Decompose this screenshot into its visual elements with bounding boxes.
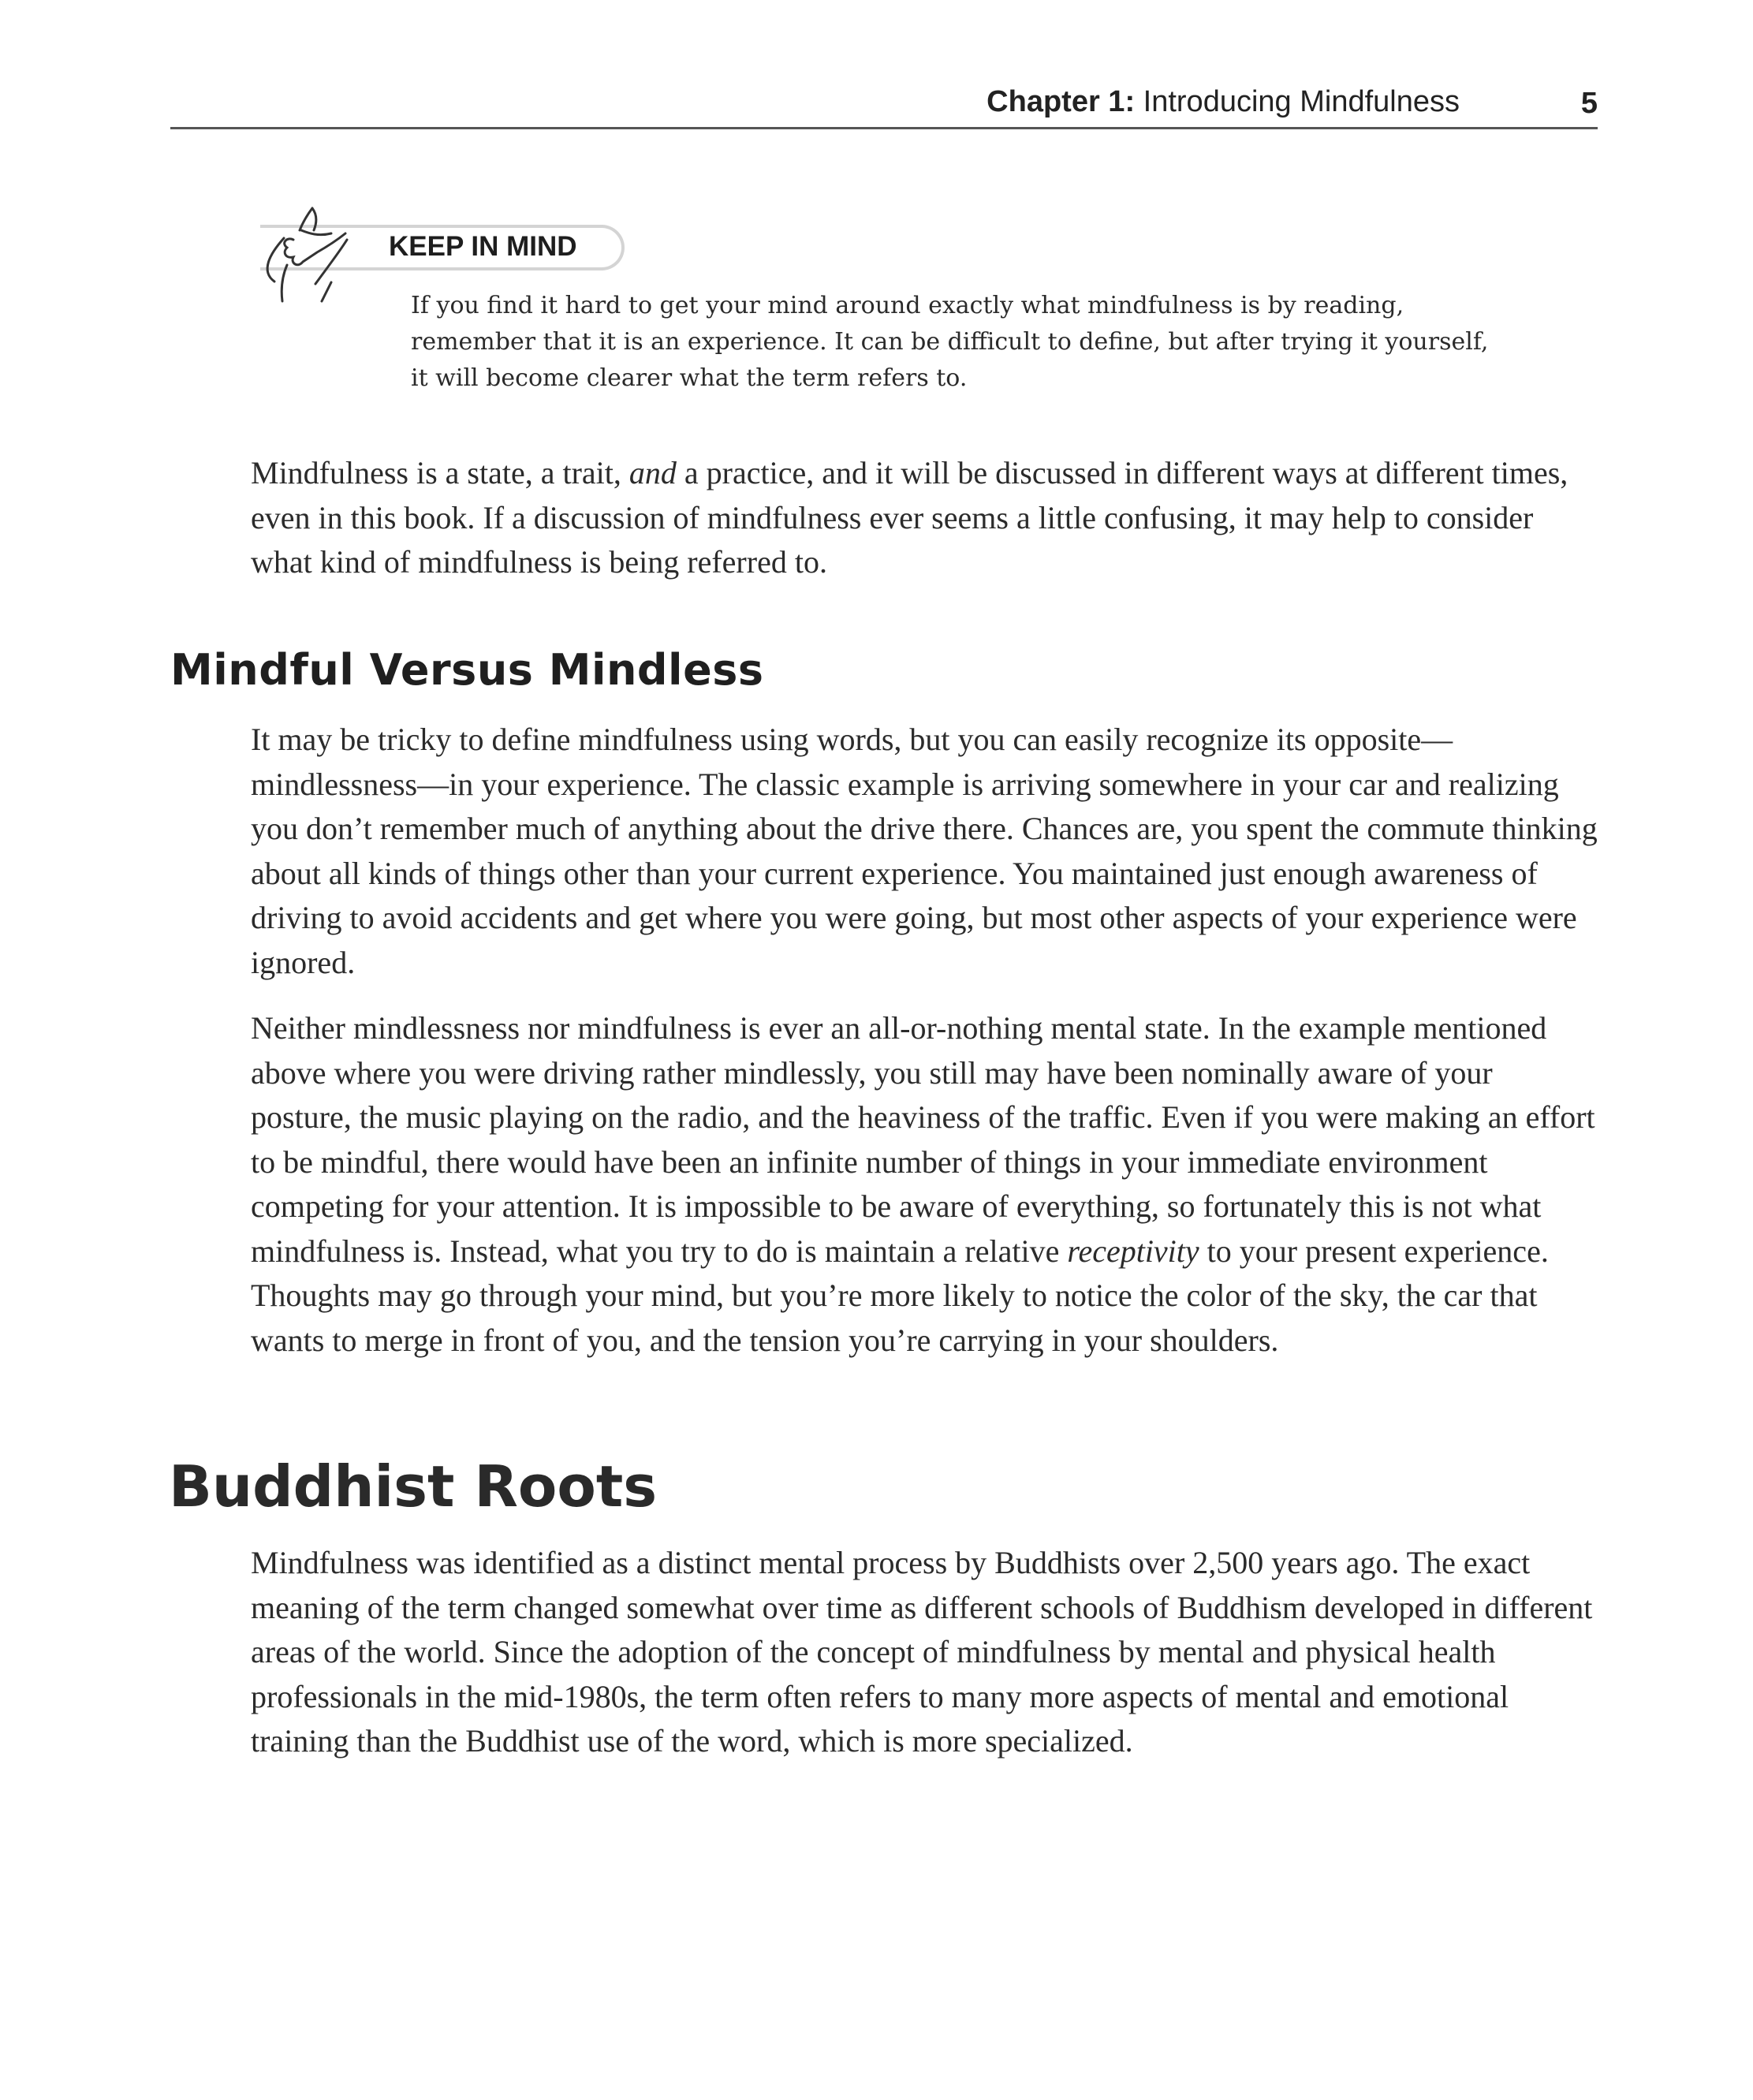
mindful-paragraph-1: It may be tricky to define mindfulness using words, but you can easily recognize its opposite—mindlessness—in your experience. The classic example is arriving somewhere in your car and realizing you don’t remember much of anything about the drive there. Chances are, you spent the commute thinking about all kinds of things other than your current experience. You maintained just enough awareness of driving to avoid accidents and get where you were going, but most other aspects of your experience were ignored. [251,722,1598,980]
intro-emphasis: and [628,455,677,490]
callout-label: KEEP IN MIND [389,231,577,262]
header-title [987,85,1460,119]
mindful-paragraph-2-start: Neither mindlessness nor mindfulness is ever an all-or-nothing mental state. In the example mentioned above where you were driving rather mindlessly, you still may have been nominally aware of your posture, the music playing on the radio, and the heaviness of the traffic. Even if you were making an effort to be mindful, there would have been an infinite number of things in your immediate environment competing for your attention. It is impossible to be aware of everything, so fortunately this is not what mindfulness is. Instead, what you try to do is maintain a relative [251,1010,1595,1269]
intro-text-end: a practice, and it will be discussed in different ways at different times, even in this book. If a discussion of mindfulness ever seems a little confusing, it may help to consider what kind of mindfulness is being referred to. [251,455,1568,580]
running-header [170,79,1598,134]
header-chapter-title: Introducing Mindfulness [1143,85,1460,118]
header-chapter: Chapter 1: [987,85,1136,118]
buddhist-paragraph-1: Mindfulness was identified as a distinct mental process by Buddhists over 2,500 years ago. The exact meaning of the term changed somewhat over time as different schools of Buddhism developed in different areas of the world. Since the adoption of the concept of mindfulness by mental and physical health professionals in the mid-1980s, the term often refers to many more aspects of mental and emotional training than the Buddhist use of the word, which is more specialized. [251,1545,1593,1759]
section-heading-mindful-versus-mindless: Mindful Versus Mindless [170,645,764,695]
pointing-hand-icon [252,207,355,309]
intro-paragraph [251,451,1601,585]
intro-text-start: Mindfulness is a state, a trait, [251,455,629,490]
receptivity-emphasis: receptivity [1067,1233,1199,1269]
mindful-paragraph-2 [251,1006,1601,1363]
page-number: 5 [1580,87,1598,120]
callout-text: If you find it hard to get your mind around exactly what mindfulness is by reading, remember that it is an experience. It can be difficult to define, but after trying it yourself, it will become clearer what the term refers to. [411,292,1489,392]
header-divider [170,127,1598,129]
mindful-paragraph-2-end: to your present experience. Thoughts may go through your mind, but you’re more likely to notice the color of the sky, the car that wants to merge in front of you, and the tension you’re carrying in your shoulders. [251,1233,1549,1358]
section-heading-buddhist-roots: Buddhist Roots [169,1453,658,1520]
